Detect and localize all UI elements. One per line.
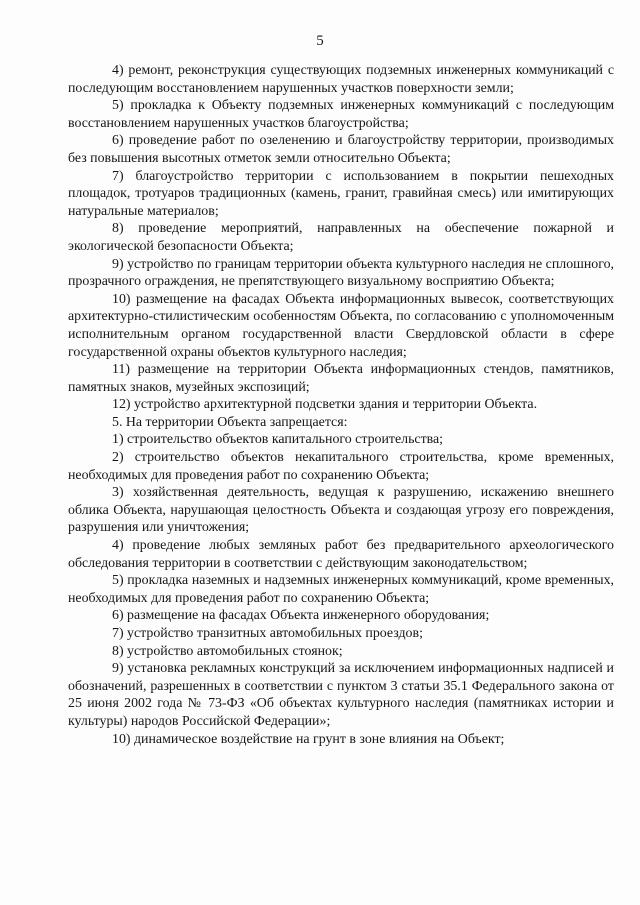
list-item: 5) прокладка наземных и надземных инженерных коммуникаций, кроме временных, необходимых для проведения работ по сохранению Объекта;: [68, 573, 614, 606]
list-item: 7) благоустройство территории с использованием в покрытии пешеходных площадок, тротуаров традиционных (камень, гранит, гравийная смесь) или имитирующих натуральные материалов;: [68, 168, 614, 219]
list-item: 1) строительство объектов капитального строительства;: [112, 432, 444, 448]
list-item: 4) ремонт, реконструкция существующих подземных инженерных коммуникаций с последующим восстановлением нарушенных участков поверхности земли;: [68, 63, 614, 96]
list-item: 11) размещение на территории Объекта информационных стендов, памятников, памятных знаков, музейных экспозиций;: [68, 362, 614, 395]
list-item: 8) проведение мероприятий, направленных на обеспечение пожарной и экологической безопасности Объекта;: [68, 221, 614, 254]
list-item: 10) размещение на фасадах Объекта информационных вывесок, соответствующих архитектурно-стилистическим особенностям Объекта, по согласованию с уполномоченным исполнительным органом государственной власти Свердловской области в сфере государственной охраны объектов культурного наследия;: [68, 291, 614, 360]
list-item: 5) прокладка к Объекту подземных инженерных коммуникаций с последующим восстановлением нарушенных участков благоустройства;: [68, 98, 614, 131]
list-item: 10) динамическое воздействие на грунт в зоне влияния на Объект;: [112, 731, 505, 747]
list-item: 8) устройство автомобильных стоянок;: [112, 643, 343, 659]
list-item: 6) проведение работ по озеленению и благоустройству территории, производимых без повышения высотных отметок земли относительно Объекта;: [68, 133, 614, 166]
list-item: 12) устройство архитектурной подсветки здания и территории Объекта.: [112, 397, 538, 413]
list-item: 7) устройство транзитных автомобильных проездов;: [112, 626, 423, 641]
page-number: 5: [316, 33, 324, 49]
document-body: [68, 62, 614, 748]
list-item: 3) хозяйственная деятельность, ведущая к разрушению, искажению внешнего облика Объекта, нарушающая целостность Объекта и создающая угрозу его повреждения, разрушения или уничтожения;: [68, 485, 614, 536]
list-item: 9) установка рекламных конструкций за исключением информационных надписей и обозначений, разрешенных в соответствии с пунктом 3 статьи 35.1 Федерального закона от 25 июня 2002 года № 73-ФЗ «Об объектах культурного наследия (памятниках истории и культуры) народов Российской Федерации»;: [68, 661, 614, 729]
list-item: 2) строительство объектов некапитального строительства, кроме временных, необходимых для проведения работ по сохранению Объекта;: [68, 450, 614, 483]
list-item: 4) проведение любых земляных работ без предварительного археологического обследования территории в соответствии с действующим законодательством;: [68, 538, 614, 571]
list-item: 6) размещение на фасадах Объекта инженерного оборудования;: [112, 608, 490, 624]
list-item: 9) устройство по границам территории объекта культурного наследия не сплошного, прозрачного ограждения, не препятствующего визуальному восприятию Объекта;: [68, 256, 614, 290]
section-heading: 5. На территории Объекта запрещается:: [112, 414, 348, 430]
